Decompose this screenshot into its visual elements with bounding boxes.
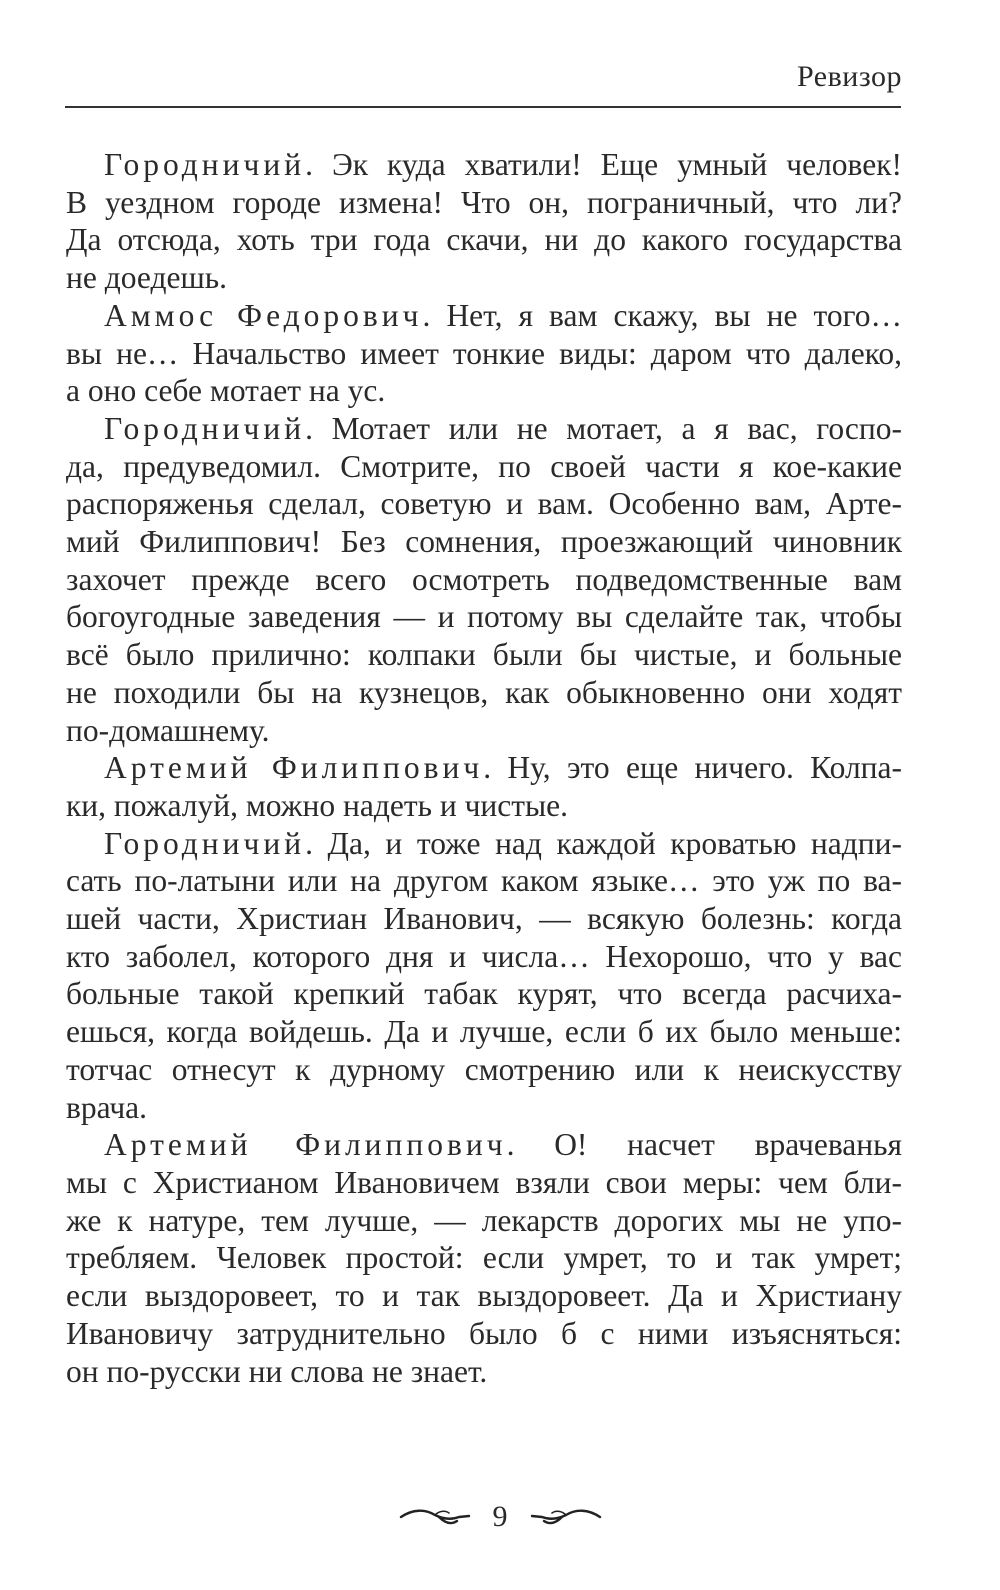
line-text: же к натуре, тем лучше, — лекарств дорогих мы не упо- <box>66 1202 902 1238</box>
text-line <box>66 259 902 297</box>
speaker-name: Артемий Филиппович <box>104 750 484 786</box>
line-text: не походили бы на кузнецов, как обыкновенно они ходят <box>66 674 902 710</box>
line-text: вы не… Начальство имеет тонкие виды: даром что далеко, <box>66 335 902 371</box>
running-title: Ревизор <box>797 60 902 93</box>
line-text: а оно себе мотает на ус. <box>66 373 386 409</box>
text-line <box>66 1051 902 1089</box>
text-line <box>66 636 902 674</box>
line-text: Мотает или не мотает, а я вас, госпо- <box>331 410 903 446</box>
line-text: больные такой крепкий табак курят, что всегда расчиха- <box>66 976 902 1012</box>
speaker-name: Городничий <box>104 147 306 182</box>
line-text: кто заболел, которого дня и числа… Нехорошо, что у вас <box>66 938 902 974</box>
text-line: Городничий. Мотает или не мотает, а я вас, госпо- <box>104 410 903 446</box>
text-line <box>66 184 902 222</box>
speaker-name: Аммос Федорович <box>104 297 423 333</box>
text-line <box>66 1277 902 1315</box>
line-text: Ивановичу затруднительно было б с ними изъясняться: <box>66 1315 902 1351</box>
page-number: 9 <box>492 1500 508 1533</box>
line-text: всё было прилично: колпаки были бы чистые, и больные <box>66 637 902 673</box>
speaker-name: Городничий <box>104 410 306 446</box>
text-line <box>66 221 902 259</box>
line-text: не доедешь. <box>66 260 227 296</box>
text-line <box>66 485 902 523</box>
line-text: мий Филиппович! Без сомнения, проезжающий чиновник <box>66 524 902 560</box>
speaker-name: Городничий <box>104 825 306 861</box>
text-line <box>66 372 902 410</box>
line-text: О! насчет врачеванья <box>554 1127 902 1163</box>
line-text: сать по-латыни или на другом каком языке… это уж по ва- <box>66 863 902 899</box>
text-line <box>66 900 902 938</box>
line-text: да, предуведомил. Смотрите, по своей части я кое-какие <box>66 448 902 484</box>
text-line <box>66 335 902 373</box>
line-text: по-домашнему. <box>66 712 270 748</box>
text-line: Городничий. Эк куда хватили! Еще умный человек! <box>104 147 902 182</box>
text-line <box>66 1353 902 1391</box>
body-text <box>66 146 902 1390</box>
line-text: богоугодные заведения — и потому вы сделайте так, чтобы <box>66 599 902 635</box>
text-line <box>66 674 902 712</box>
text-line <box>66 787 902 825</box>
line-text: шей части, Христиан Иванович, — всякую болезнь: когда <box>66 901 902 937</box>
text-line <box>66 598 902 636</box>
speaker-name: Артемий Филиппович <box>104 1127 507 1163</box>
text-line <box>66 1013 902 1051</box>
text-line <box>66 1315 902 1353</box>
text-line: Артемий Филиппович. О! насчет врачеванья <box>104 1127 902 1163</box>
right-ornament-icon <box>530 1503 602 1531</box>
text-line: Артемий Филиппович. Ну, это еще ничего. Колпа- <box>104 750 902 786</box>
text-line <box>66 1089 902 1127</box>
line-text: требляем. Человек простой: если умрет, то и так умрет; <box>66 1240 902 1276</box>
line-text: если выздоровеет, то и так выздоровеет. Да и Христиану <box>66 1278 902 1314</box>
line-text: Да отсюда, хоть три года скачи, ни до какого государства <box>66 222 902 258</box>
text-line: Городничий. Да, и тоже над каждой кроватью надпи- <box>104 825 902 861</box>
text-line <box>66 975 902 1013</box>
line-text: мы с Христианом Ивановичем взяли свои меры: чем бли- <box>66 1164 902 1200</box>
line-text: Да, и тоже над каждой кроватью надпи- <box>327 825 902 861</box>
line-text: распоряженья сделал, советую и вам. Особенно вам, Арте- <box>66 486 902 522</box>
text-line <box>66 561 902 599</box>
line-text: он по-русски ни слова не знает. <box>66 1353 488 1389</box>
text-line <box>66 448 902 486</box>
line-text: Ну, это еще ничего. Колпа- <box>507 750 902 786</box>
left-ornament-icon <box>399 1503 471 1531</box>
text-line <box>66 1202 902 1240</box>
line-text: захочет прежде всего осмотреть подведомственные вам <box>66 561 902 597</box>
text-line <box>66 523 902 561</box>
text-line <box>66 1164 902 1202</box>
line-text: ешься, когда войдешь. Да и лучше, если б их было меньше: <box>66 1014 902 1050</box>
header-rule <box>65 106 901 108</box>
text-line: Аммос Федорович. Нет, я вам скажу, вы не того… <box>104 297 903 333</box>
text-line <box>66 1239 902 1277</box>
text-line <box>66 862 902 900</box>
text-line <box>66 712 902 750</box>
line-text: врача. <box>66 1089 148 1125</box>
text-line <box>66 938 902 976</box>
line-text: Эк куда хватили! Еще умный человек! <box>331 147 902 182</box>
line-text: тотчас отнесут к дурному смотрению или к неискусству <box>66 1051 902 1087</box>
line-text: Нет, я вам скажу, вы не того… <box>446 297 903 333</box>
folio <box>0 1500 1000 1536</box>
line-text: В уездном городе измена! Что он, пограничный, что ли? <box>66 184 902 220</box>
line-text: ки, пожалуй, можно надеть и чистые. <box>66 787 569 823</box>
